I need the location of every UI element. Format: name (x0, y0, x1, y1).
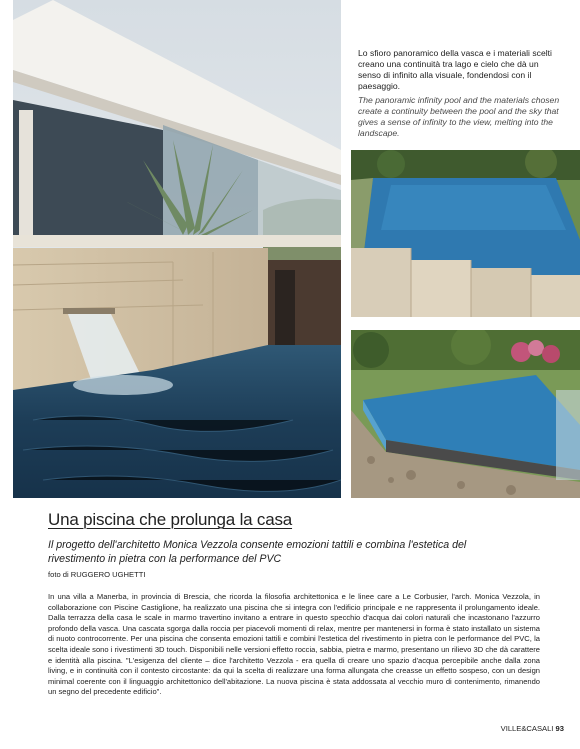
magazine-name: VILLE&CASALI (500, 724, 554, 733)
page-number: 93 (555, 724, 564, 733)
caption-english: The panoramic infinity pool and the materials chosen create a continuity between the pool and the sky that gives a sense of infinity to the view, melting into the landscape. (358, 95, 560, 138)
photo-credit: foto di RUGGERO UGHETTI (48, 570, 146, 579)
article-body: In una villa a Manerba, in provincia di Brescia, che ricorda la filosofia architettonica e le linee care a Le Corbusier, l'arch. Monica Vezzola, in collaborazione con Piscine Castiglione, ha realizzato una piscina che si integra con l'edificio principale e ne rappresenta il prolungamento ideale. Dalla terrazza della casa le scale in marmo travertino invitano a entrare in questo specchio d'acqua dai colori naturali che incastonano l'azzurro profondo della vasca. Una cascata sgorga dalla roccia per piacevoli momenti di relax, mentre per mantenersi in forma è stato installato un sistema di nuoto controcorrente. Per una piscina che consenta emozioni tattili e combini l'estetica del rivestimento in pietra con le performance del PVC, la scelta ideale sono i rivestimenti 3D touch. Disponibili nelle versioni effetto roccia, sabbia, pietra e marmo, presentano un rilievo 3D che dà carattere e identità alla piscina. "L'esigenza del cliente – dice l'architetto Vezzola - era quella di creare uno spazio d'acqua percepibile anche dalla zona living, e in continuità con il contesto circostante: da qui la scelta di realizzare una forma allungata che creasse un effetto sospeso, con un design minimal coerente con il linguaggio architettonico dell'abitazione. La nuova piscina è stata addossata al vecchio muro di contenimento, rimanendo un segno del precedente edificio". (48, 592, 540, 697)
article-headline: Una piscina che prolunga la casa (48, 510, 293, 529)
villa-pool-photo (13, 0, 341, 498)
pool-garden-photo (351, 330, 580, 498)
article-subhead: Il progetto dell'architetto Monica Vezzola consente emozioni tattili e combina l'estetica del rivestimento in pietra con la performance del PVC (48, 539, 467, 565)
caption-italian: Lo sfioro panoramico della vasca e i materiali scelti creano una continuità tra lago e cielo che dà un senso di infinito alla visuale, fondendosi con il paesaggio. (358, 48, 552, 91)
pool-steps-photo (351, 150, 580, 317)
page-footer (501, 724, 564, 733)
